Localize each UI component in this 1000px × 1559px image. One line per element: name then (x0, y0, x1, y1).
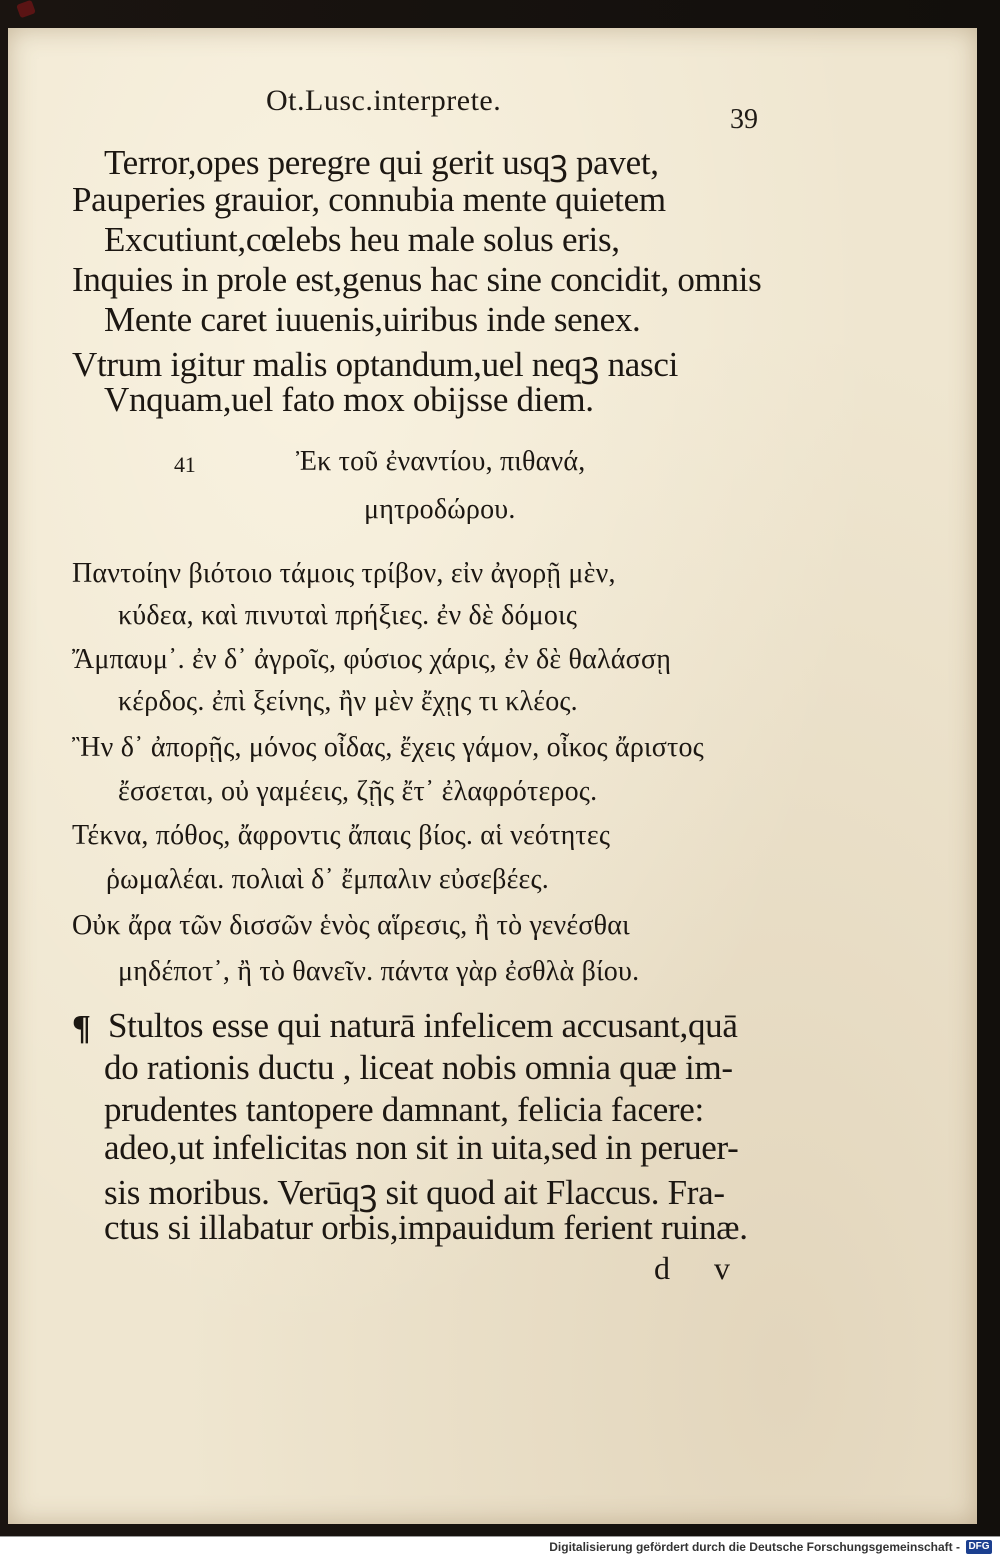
commentary-line: Stultos esse qui naturā infelicem accusant,quā (108, 1006, 738, 1045)
commentary-line: sis moribus. Verūqꝫ sit quod ait Flaccus. Fra- (104, 1173, 725, 1212)
latin-verse-line: Vnquam,uel fato mox obijsse diem. (104, 380, 594, 419)
commentary-line: ctus si illabatur orbis,impauidum ferient ruinæ. (104, 1208, 748, 1247)
epigram-title: Ἐκ τοῦ ἐναντίου, πιθανά, (296, 446, 586, 477)
latin-verse-line: Pauperies grauior, connubia mente quietem (72, 180, 666, 219)
signature-mark: d v (654, 1250, 748, 1286)
greek-verse-line: ἔσσεται, οὐ γαμέεις, ζῇς ἔτ᾽ ἐλαφρότερος. (118, 776, 598, 807)
funding-credit: Digitalisierung gefördert durch die Deutsche Forschungsgemeinschaft - (549, 1540, 960, 1554)
greek-verse-line: κύδεα, καὶ πινυταὶ πρήξιες. ἐν δὲ δόμοις (118, 600, 578, 631)
greek-verse-line: κέρδος. ἐπὶ ξείνης, ἢν μὲν ἔχῃς τι κλέος. (118, 686, 578, 717)
latin-verse-line: Excutiunt,cœlebs heu male solus eris, (104, 220, 620, 259)
epigram-author: μητροδώρου. (364, 494, 516, 525)
latin-verse-line: Terror,opes peregre qui gerit usqꝫ pavet, (104, 143, 659, 182)
digitization-footer (0, 1536, 1000, 1559)
commentary-line: prudentes tantopere damnant, felicia facere: (104, 1090, 704, 1129)
epigram-number: 41 (174, 452, 196, 477)
greek-verse-line: Τέκνα, πόθος, ἄφροντις ἄπαις βίος. αἱ νεότητες (72, 820, 611, 851)
latin-verse-line: Vtrum igitur malis optandum,uel neqꝫ nasci (72, 345, 679, 384)
commentary-line: adeo,ut infelicitas non sit in uita,sed in peruer- (104, 1128, 739, 1167)
commentary-line: do rationis ductu , liceat nobis omnia quæ im- (104, 1048, 733, 1087)
greek-verse-line: ῥωμαλέαι. πολιαὶ δ᾽ ἔμπαλιν εὐσεβέες. (106, 864, 549, 895)
running-title: Ot.Lusc.interprete. (266, 84, 502, 117)
dfg-logo: DFG (966, 1540, 992, 1554)
latin-verse-line: Mente caret iuuenis,uiribus inde senex. (104, 300, 641, 339)
pilcrow-mark: ¶ (72, 1008, 91, 1047)
latin-verse-line: Inquies in prole est,genus hac sine concidit, omnis (72, 260, 762, 299)
page-number: 39 (730, 104, 758, 135)
greek-verse-line: μηδέποτ᾽, ἢ τὸ θανεῖν. πάντα γὰρ ἐσθλὰ βίου. (118, 956, 640, 987)
greek-verse-line: Παντοίην βιότοιο τάμοις τρίβον, εἰν ἀγορῇ μὲν, (72, 558, 616, 589)
greek-verse-line: Οὐκ ἄρα τῶν δισσῶν ἑνὸς αἵρεσις, ἢ τὸ γενέσθαι (72, 910, 630, 941)
greek-verse-line: Ἢν δ᾽ ἀπορῇς, μόνος οἶδας, ἔχεις γάμον, οἶκος ἄριστος (72, 732, 704, 763)
greek-verse-line: Ἄμπαυμ᾽. ἐν δ᾽ ἀγροῖς, φύσιος χάρις, ἐν δὲ θαλάσσῃ (72, 644, 672, 675)
